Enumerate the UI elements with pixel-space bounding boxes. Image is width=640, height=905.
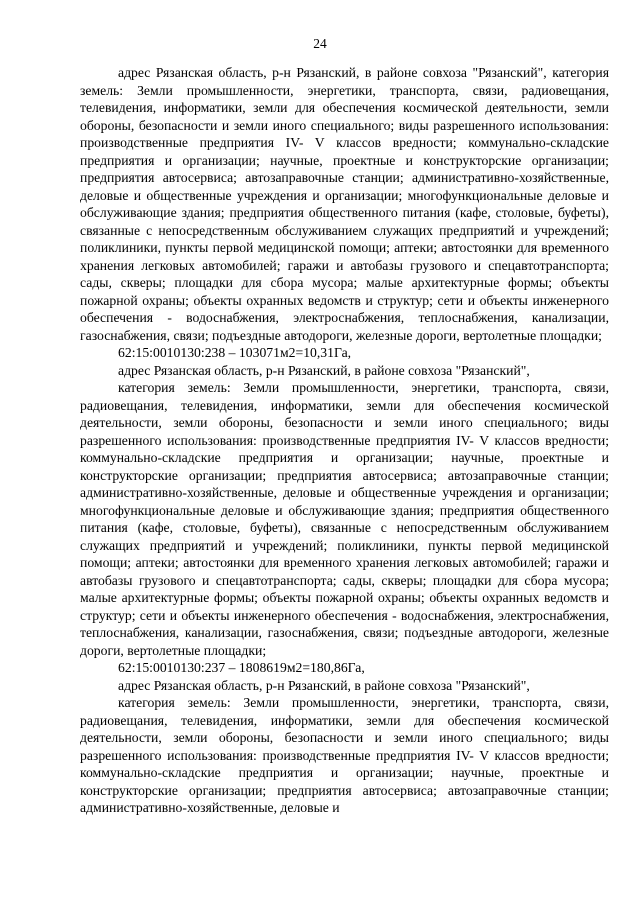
document-body <box>80 64 609 817</box>
paragraph-address-237: адрес Рязанская область, р-н Рязанский, в районе совхоза "Рязанский", <box>118 677 530 693</box>
paragraph-land-description-1: адрес Рязанская область, р-н Рязанский, в районе совхоза "Рязанский", категория земель: Земли промышленности, энергетики, транспорта, связи, радиовещания, телевидения, информатики, земли для обеспечения космической деятельности, земли обороны, безопасности и земли иного специального; виды разрешенного использования: производственные предприятия IV- V классов вредности; коммунально-складские предприятия и организации; научные, проектные и конструкторские организации; предприятия автосервиса; автозаправочные станции; административно-хозяйственные, деловые и общественные учреждения и организации; многофункциональные деловые и обслуживающие здания; предприятия общественного питания (кафе, столовые, буфеты), связанные с непосредственным обслуживанием служащих предприятий и учреждений; поликлиники, пункты первой медицинской помощи; аптеки; автостоянки для временного хранения легковых автомобилей; гаражи и автобазы грузового и спецавтотранспорта; сады, скверы; площадки для сбора мусора; малые архитектурные формы; объекты пожарной охраны; объекты охранных ведомств и структур; сети и объекты инженерного обеспечения - водоснабжения, электроснабжения, теплоснабжения, канализации, газоснабжения, связи; подъездные автодороги, железные дороги, вертолетные площадки; <box>80 65 609 343</box>
paragraph-address-238: адрес Рязанская область, р-н Рязанский, в районе совхоза "Рязанский", <box>118 362 530 378</box>
paragraph-land-description-237: категория земель: Земли промышленности, энергетики, транспорта, связи, радиовещания, телевидения, информатики, земли для обеспечения космической деятельности, земли обороны, безопасности и земли иного специального; виды разрешенного использования: производственные предприятия IV- V классов вредности; коммунально-складские предприятия и организации; научные, проектные и конструкторские организации; предприятия автосервиса; автозаправочные станции; административно-хозяйственные, деловые и <box>80 695 609 815</box>
paragraph-cadastral-number-237: 62:15:0010130:237 – 1808619м2=180,86Га, <box>118 660 365 675</box>
paragraph-cadastral-number-238: 62:15:0010130:238 – 103071м2=10,31Га, <box>118 345 352 360</box>
page-number: 24 <box>313 36 327 51</box>
paragraph-land-description-238: категория земель: Земли промышленности, энергетики, транспорта, связи, радиовещания, телевидения, информатики, земли для обеспечения космической деятельности, земли обороны, безопасности и земли иного специального; виды разрешенного использования: производственные предприятия IV- V классов вредности; коммунально-складские предприятия и организации; научные, проектные и конструкторские организации; предприятия автосервиса; автозаправочные станции; административно-хозяйственные, деловые и общественные учреждения и организации; многофункциональные деловые и обслуживающие здания; предприятия общественного питания (кафе, столовые, буфеты), связанные с непосредственным обслуживанием служащих предприятий и учреждений; поликлиники, пункты первой медицинской помощи; аптеки; автостоянки для временного хранения легковых автомобилей; гаражи и автобазы грузового и спецавтотранспорта; сады, скверы; площадки для сбора мусора; малые архитектурные формы; объекты пожарной охраны; объекты охранных ведомств и структур; сети и объекты инженерного обеспечения - водоснабжения, электроснабжения, теплоснабжения, канализации, газоснабжения, связи; подъездные автодороги, железные дороги, вертолетные площадки; <box>80 380 609 658</box>
